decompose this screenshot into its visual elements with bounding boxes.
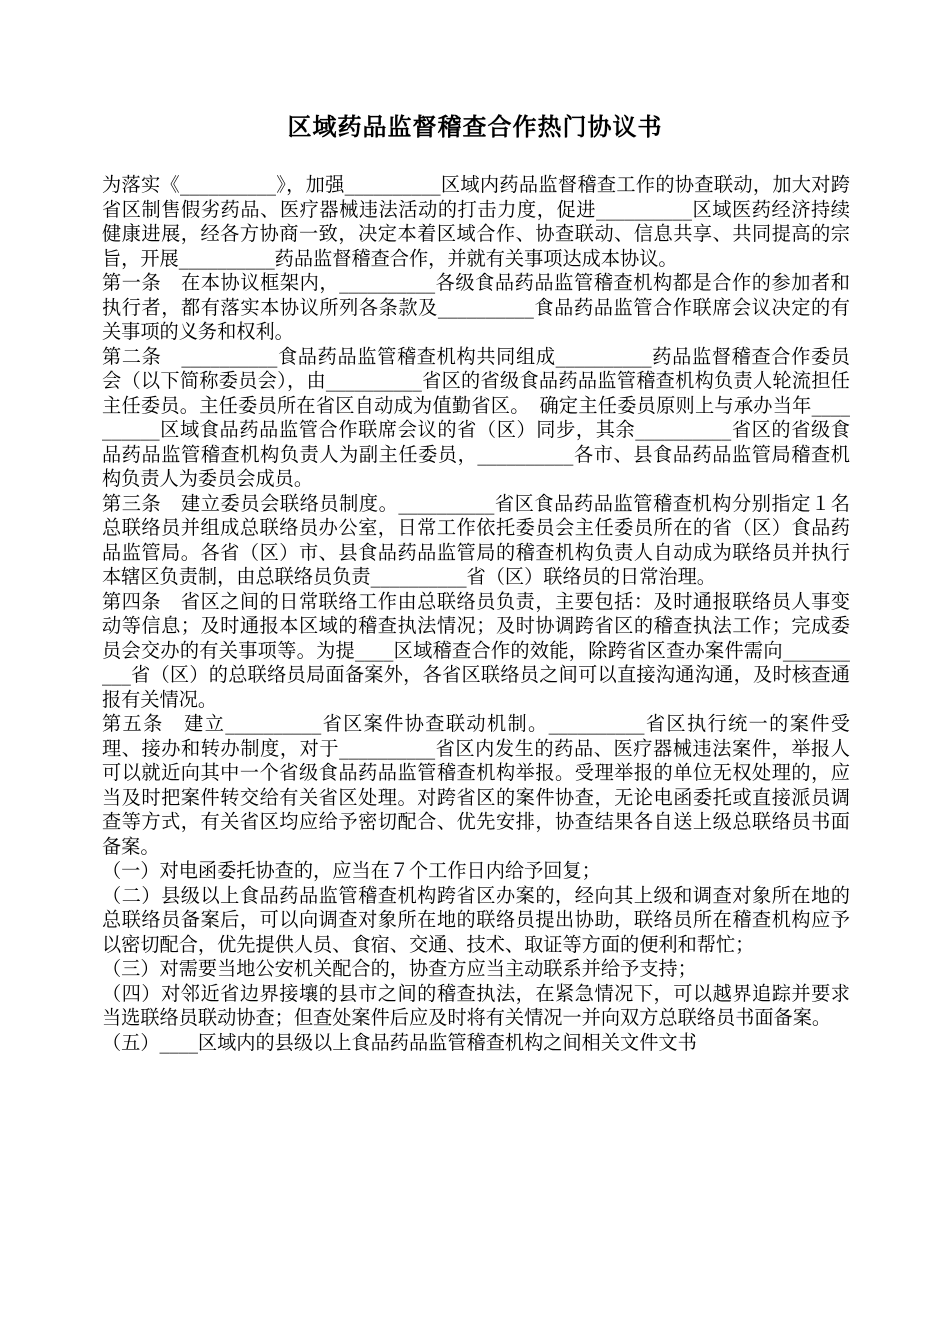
paragraph-preamble: 为落实《__________》，加强__________区域内药品监督稽查工作的协查联动，加大对跨省区制售假劣药品、医疗器械违法活动的打击力度，促进__________区域医药经济持续健康进展，经各方协商一致，决定本着区域合作、协查联动、信息共享、共同提高的宗旨，开展__________药品监督稽查合作，并就有关事项达成本协议。 [102, 173, 850, 270]
list-item-3: （三）对需要当地公安机关配合的，协查方应当主动联系并给予支持； [102, 957, 697, 980]
paragraph-article-5: 第五条 建立__________省区案件协查联动机制。__________省区执行统一的案件受理、接办和转办制度，对于__________省区内发生的药品、医疗器械违法案件，举报人可以就近向其中一个省级食品药品监管稽查机构举报。受理举报的单位无权处理的，应当及时把案件转交给有关省区处理。对跨省区的案件协查，无论电函委托或直接派员调查等方式，有关省区均应给予密切配合、优先安排，协查结果各自送上级总联络员书面备案。 [102, 712, 850, 858]
document-body [102, 173, 850, 1055]
paragraph-article-2: 第二条 __________食品药品监管稽查机构共同组成__________药品监督稽查合作委员会（以下简称委员会），由__________省区的省级食品药品监管稽查机构负责人轮流担任主任委员。主任委员所在省区自动成为值勤省区。 确定主任委员原则上与承办当年__________区域食品药品监管合作联席会议的省（区）同步，其余__________省区的省级食品药品监管稽查机构负责人为副主任委员，__________各市、县食品药品监管局稽查机构负责人为委员会成员。 [102, 344, 850, 490]
paragraph-article-1: 第一条 在本协议框架内，__________各级食品药品监管稽查机构都是合作的参加者和执行者，都有落实本协议所列各条款及__________食品药品监管合作联席会议决定的有关事项的义务和权利。 [102, 271, 850, 343]
list-item-5: （五）____区域内的县级以上食品药品监管稽查机构之间相关文件文书 [102, 1030, 697, 1054]
document-title: 区域药品监督稽查合作热门协议书 [287, 113, 663, 141]
paragraph-article-4: 第四条 省区之间的日常联络工作由总联络员负责，主要包括：及时通报联络员人事变动等信息；及时通报本区域的稽查执法情况；及时协调跨省区的稽查执法工作；完成委员会交办的有关事项等。为提____区域稽查合作的效能，除跨省区查办案件需向__________省（区）的总联络员局面备案外，各省区联络员之间可以直接沟通沟通，及时核查通报有关情况。 [102, 589, 850, 711]
list-item-1: （一）对电函委托协查的，应当在７个工作日内给予回复； [102, 859, 601, 882]
list-item-4: （四）对邻近省边界接壤的县市之间的稽查执法，在紧急情况下，可以越界追踪并要求当选联络员联动协查；但查处案件后应及时将有关情况一并向双方总联络员书面备案。 [102, 981, 850, 1029]
paragraph-article-3: 第三条 建立委员会联络员制度。__________省区食品药品监管稽查机构分别指定１名总联络员并组成总联络员办公室，日常工作依托委员会主任委员所在的省（区）食品药品监管局。各省（区）市、县食品药品监管局的稽查机构负责人自动成为联络员并执行本辖区负责制，由总联络员负责__________省（区）联络员的日常治理。 [102, 491, 850, 588]
list-item-2: （二）县级以上食品药品监管稽查机构跨省区办案的，经向其上级和调查对象所在地的总联络员备案后，可以向调查对象所在地的联络员提出协助，联络员所在稽查机构应予以密切配合，优先提供人员、食宿、交通、技术、取证等方面的便利和帮忙； [102, 883, 850, 956]
